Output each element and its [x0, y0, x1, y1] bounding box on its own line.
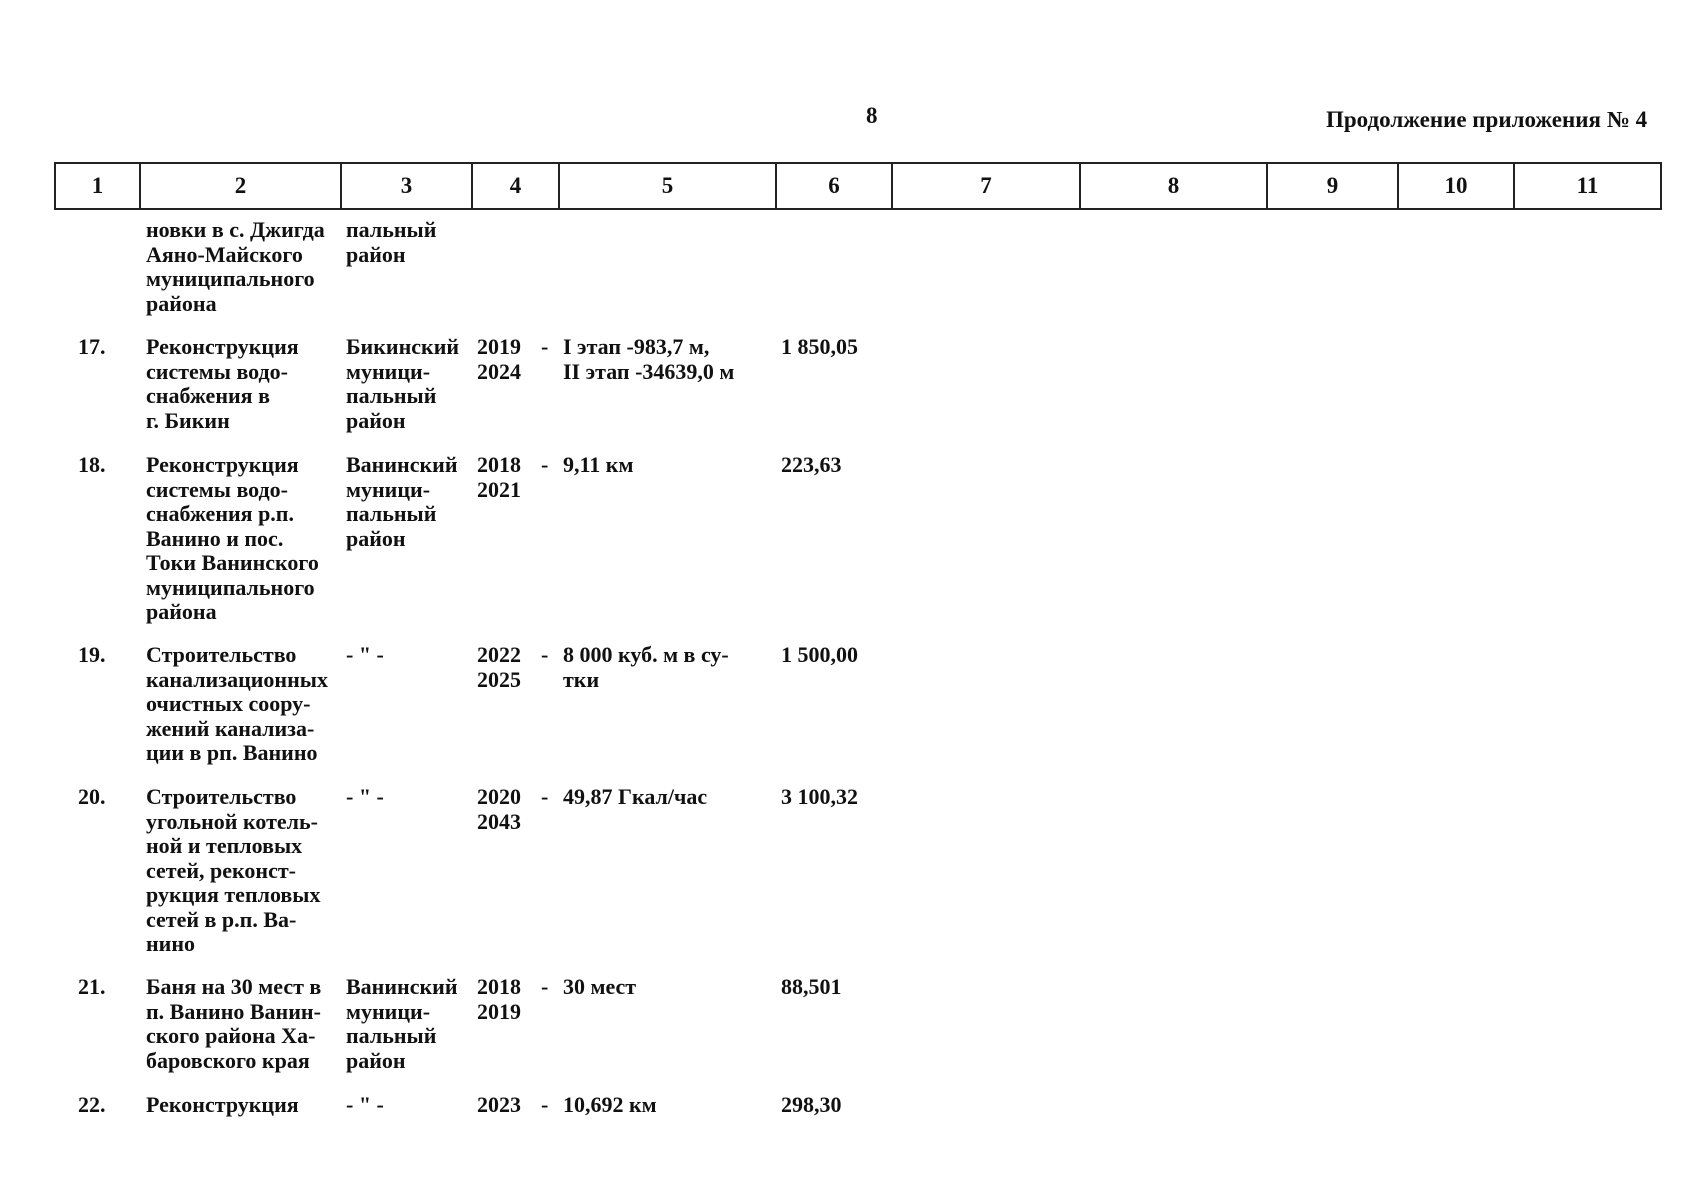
capacity-line: 8 000 куб. м в су-	[563, 642, 729, 667]
year-line: 2019	[477, 998, 521, 1024]
object-name-line: ной и тепловых	[146, 833, 303, 858]
capacity-line: 9,11 км	[563, 452, 634, 477]
object-name-line: системы водо-	[146, 358, 288, 384]
year-line: 2019	[477, 334, 521, 359]
object-name-line: ского района Ха-	[146, 1023, 316, 1048]
year-line: 2024	[477, 358, 521, 384]
district-line: район	[346, 525, 406, 551]
object-name-line: очистных соору-	[146, 691, 311, 716]
page-number: 8	[866, 103, 878, 128]
district-cell	[346, 1093, 466, 1118]
object-name-line: муниципального	[146, 574, 315, 600]
object-name-line: снабжения в	[146, 383, 270, 408]
row-number: 21.	[78, 974, 106, 999]
district-line: Бикинский	[346, 334, 460, 359]
object-name-cell	[146, 785, 392, 957]
object-name-line: Баня на 30 мест в	[146, 974, 322, 999]
column-header: 5	[559, 163, 776, 209]
district-cell	[346, 453, 466, 551]
district-line: муници-	[346, 476, 431, 502]
years-cell	[477, 643, 535, 692]
district-line: пальный	[346, 217, 437, 242]
capacity-cell	[563, 453, 777, 478]
years-cell	[477, 785, 535, 834]
appendix-continuation-title: Продолжение приложения № 4	[1326, 107, 1648, 132]
object-name-line: Реконструкция	[146, 452, 299, 477]
column-header: 8	[1080, 163, 1267, 209]
district-line: Ванинский	[346, 974, 458, 999]
column-header: 2	[140, 163, 341, 209]
district-cell	[346, 643, 466, 668]
capacity-line: тки	[563, 666, 600, 692]
year-line: 2025	[477, 666, 521, 692]
object-name-line: новки в с. Джигда	[146, 217, 325, 242]
object-name-line: рукция тепловых	[146, 882, 321, 907]
years-cell	[477, 335, 535, 384]
row-number: 22.	[78, 1092, 106, 1117]
district-cell	[346, 335, 466, 433]
district-line: район	[346, 407, 406, 433]
object-name-line: Реконструкция	[146, 334, 299, 359]
district-line: муници-	[346, 998, 431, 1024]
years-cell	[477, 453, 535, 502]
district-line: - " -	[346, 642, 384, 667]
column-header: 10	[1398, 163, 1514, 209]
cost-cell: 1 850,05	[781, 334, 858, 359]
cost-cell: 1 500,00	[781, 642, 858, 667]
year-separator: -	[541, 334, 549, 359]
column-header-table	[54, 162, 1662, 210]
column-header: 1	[55, 163, 140, 209]
object-name-line: снабжения р.п.	[146, 501, 294, 526]
district-line: Ванинский	[346, 452, 458, 477]
district-cell	[346, 975, 466, 1073]
object-name-line: муниципального	[146, 266, 315, 291]
cost-cell: 223,63	[781, 452, 842, 477]
cost-cell: 3 100,32	[781, 784, 858, 809]
capacity-cell	[563, 975, 777, 1000]
capacity-cell	[563, 1093, 777, 1118]
cost-cell: 88,501	[781, 974, 842, 999]
column-header: 6	[776, 163, 892, 209]
district-cell	[346, 218, 466, 267]
district-line: муници-	[346, 358, 431, 384]
district-line: пальный	[346, 501, 437, 526]
years-cell	[477, 1093, 535, 1118]
object-name-line: района	[146, 290, 217, 316]
capacity-cell	[563, 335, 777, 384]
object-name-line: Токи Ванинского	[146, 550, 319, 575]
column-header: 7	[892, 163, 1080, 209]
capacity-line: 30 мест	[563, 974, 637, 999]
object-name-line: п. Ванино Ванин-	[146, 998, 321, 1024]
capacity-line: II этап -34639,0 м	[563, 358, 735, 384]
year-line: 2023	[477, 1092, 521, 1117]
year-separator: -	[541, 974, 549, 999]
row-number: 20.	[78, 784, 106, 809]
column-header: 11	[1514, 163, 1661, 209]
capacity-line: I этап -983,7 м,	[563, 334, 710, 359]
object-name-line: ции в рп. Ванино	[146, 740, 318, 765]
capacity-line: 49,87 Гкал/час	[563, 784, 708, 809]
row-number: 18.	[78, 452, 106, 477]
object-name-line: сетей, реконст-	[146, 857, 297, 883]
district-cell	[346, 785, 466, 810]
capacity-line: 10,692 км	[563, 1092, 657, 1117]
district-line: пальный	[346, 1023, 437, 1048]
object-name-line: района	[146, 599, 217, 624]
district-line: - " -	[346, 1092, 384, 1117]
year-separator: -	[541, 1092, 549, 1117]
object-name-line: Реконструкция	[146, 1092, 299, 1117]
object-name-line: Строительство	[146, 784, 297, 809]
row-number: 19.	[78, 642, 106, 667]
year-separator: -	[541, 452, 549, 477]
year-separator: -	[541, 784, 549, 809]
column-header: 9	[1267, 163, 1398, 209]
object-name-line: Аяно-Майского	[146, 241, 303, 267]
year-line: 2018	[477, 452, 521, 477]
object-name-line: жений канализа-	[146, 715, 315, 741]
district-line: - " -	[346, 784, 384, 809]
capacity-cell	[563, 643, 777, 692]
object-name-line: Ванино и пос.	[146, 525, 284, 551]
object-name-line: Строительство	[146, 642, 297, 667]
year-line: 2018	[477, 974, 521, 999]
column-header: 4	[472, 163, 559, 209]
column-header-row	[55, 163, 1661, 209]
object-name-line: г. Бикин	[146, 407, 230, 433]
object-name-line: сетей в р.п. Ва-	[146, 906, 297, 932]
year-line: 2043	[477, 808, 521, 834]
year-line: 2021	[477, 476, 521, 502]
column-header: 3	[341, 163, 472, 209]
object-name-line: системы водо-	[146, 476, 288, 502]
district-line: район	[346, 241, 406, 267]
year-line: 2022	[477, 642, 521, 667]
object-name-line: канализационных	[146, 666, 328, 692]
cost-cell: 298,30	[781, 1092, 842, 1117]
district-line: район	[346, 1047, 406, 1073]
years-cell	[477, 975, 535, 1024]
object-name-line: угольной котель-	[146, 808, 318, 834]
year-line: 2020	[477, 784, 521, 809]
capacity-cell	[563, 785, 777, 810]
district-line: пальный	[346, 383, 437, 408]
row-number: 17.	[78, 334, 106, 359]
object-name-line: нино	[146, 931, 196, 956]
year-separator: -	[541, 642, 549, 667]
object-name-line: баровского края	[146, 1047, 310, 1073]
